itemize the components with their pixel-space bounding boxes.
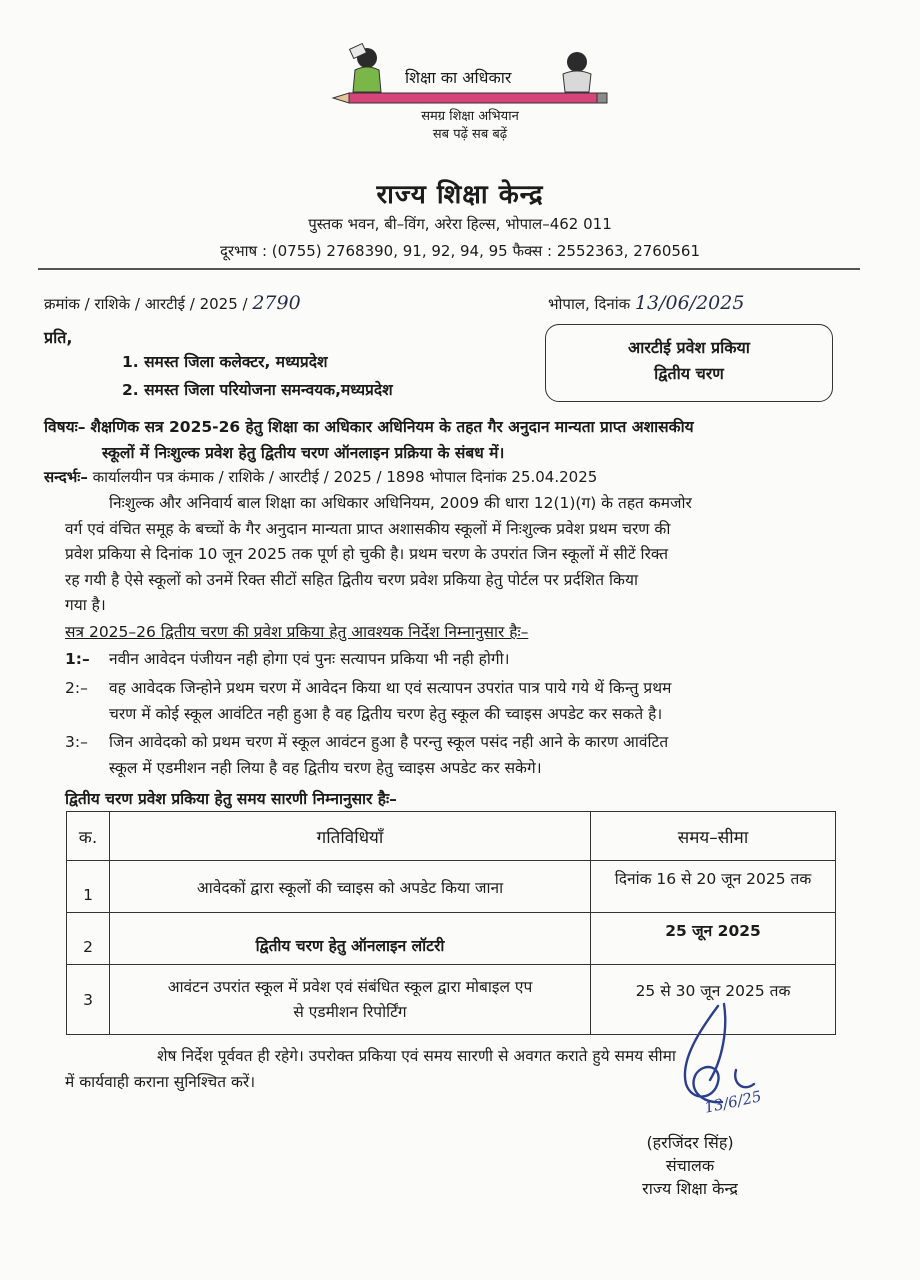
row-activity-line2: से एडमीशन रिपोर्टिंग — [293, 1002, 407, 1021]
org-address: पुस्तक भवन, बी–विंग, अरेरा हिल्स, भोपाल–462 011 — [308, 215, 612, 233]
recipient-2: 2. समस्त जिला परियोजना समन्वयक,मध्यप्रदेश — [122, 381, 393, 399]
header-divider — [38, 268, 860, 270]
table-header-row — [67, 812, 836, 861]
date-handwritten: 13/06/2025 — [634, 292, 745, 314]
signatory-designation: संचालक — [665, 1156, 715, 1175]
subject-text1: शैक्षणिक सत्र 2025-26 हेतु शिक्षा का अधिकार अधिनियम के तहत गैर अनुदान मान्यता प्राप्त अशासकीय — [90, 418, 694, 436]
pencil-icon — [333, 93, 607, 103]
table-row — [67, 913, 836, 965]
reference — [44, 467, 597, 487]
signatory-office: राज्य शिक्षा केन्द्र — [642, 1179, 738, 1198]
subject-line1 — [44, 414, 844, 440]
reference-label: सन्दर्भः– — [44, 468, 88, 486]
point-line: नवीन आवेदन पंजीयन नही होगा एवं पुनः सत्यापन प्रकिया भी नही होगी। — [109, 650, 510, 668]
intro-paragraph — [65, 491, 835, 619]
to-label: प्रति, — [44, 328, 73, 347]
row-activity: द्वितीय चरण हेतु ऑनलाइन लॉटरी — [110, 913, 591, 965]
ref-number-handwritten: 2790 — [252, 292, 301, 314]
place-date-label: भोपाल, दिनांक — [548, 295, 631, 313]
point-number: 2:– — [65, 679, 88, 697]
stage-box — [545, 324, 833, 402]
closing-line2: में कार्यवाही कराना सुनिश्चित करें। — [65, 1072, 256, 1091]
row-deadline: दिनांक 16 से 20 जून 2025 तक — [591, 861, 836, 913]
para-line: वर्ग एवं वंचित समूह के बच्चों के गैर अनुदान मान्यता प्राप्त अशासकीय स्कूलों में निःशुल्क प्रवेश प्रथम चरण की — [65, 519, 671, 538]
logo-line2: सब पढ़ें सब बढ़ें — [432, 127, 508, 142]
logo — [325, 40, 615, 150]
subject-label: विषयः– — [44, 418, 86, 436]
row-activity — [110, 965, 591, 1035]
ref-prefix: क्रमांक / राशिके / आरटीई / 2025 / — [44, 295, 248, 313]
reference-text: कार्यालयीन पत्र कंमाक / राशिके / आरटीई / 2025 / 1898 भोपाल दिनांक 25.04.2025 — [92, 468, 598, 486]
recipient-1: 1. समस्त जिला कलेक्टर, मध्यप्रदेश — [122, 353, 328, 371]
row-sno: 3 — [67, 965, 110, 1035]
subject — [44, 414, 844, 466]
boy-head-icon — [567, 52, 587, 72]
row-sno: 2 — [67, 913, 110, 965]
header-sno: क. — [67, 812, 110, 861]
stage-box-line1: आरटीई प्रवेश प्रकिया — [628, 338, 750, 357]
point-number: 3:– — [65, 733, 88, 751]
stage-box-line2: द्वितीय चरण — [654, 364, 724, 383]
org-phone: दूरभाष : (0755) 2768390, 91, 92, 94, 95 फैक्स : 2552363, 2760561 — [219, 242, 701, 260]
table-row — [67, 861, 836, 913]
row-activity: आवेदकों द्वारा स्कूलों की च्वाइस को अपडेट किया जाना — [110, 861, 591, 913]
logo-line1: समग्र शिक्षा अभियान — [421, 109, 519, 124]
signature-date: 13/6/25 — [702, 1087, 764, 1117]
point-3 — [65, 730, 837, 781]
point-1 — [65, 647, 845, 673]
header-activity: गतिविधियॉं — [110, 812, 591, 861]
reference-number — [44, 292, 301, 314]
para-line: प्रवेश प्रकिया से दिनांक 10 जून 2025 तक पूर्ण हो चुकी है। प्रथम चरण के उपरांत जिन स्कूलों में सीटें रिक्त — [65, 545, 669, 563]
point-line: स्कूल में एडमीशन नही लिया है वह द्वितीय चरण हेतु च्वाइस अपडेट कर सकेगे। — [109, 758, 542, 777]
row-sno: 1 — [67, 861, 110, 913]
instructions-heading: सत्र 2025–26 द्वितीय चरण की प्रवेश प्रकिया हेतु आवश्यक निर्देश निम्नानुसार हैः– — [65, 623, 529, 641]
point-line: चरण में कोई स्कूल आवंटित नही हुआ है वह द्वितीय चरण हेतु स्कूल की च्वाइस अपडेट कर सकते है। — [109, 704, 663, 723]
logo-title: शिक्षा का अधिकार — [405, 68, 512, 87]
point-2 — [65, 676, 837, 727]
header-deadline: समय–सीमा — [591, 812, 836, 861]
row-deadline: 25 जून 2025 — [591, 913, 836, 965]
closing-line1: शेष निर्देश पूर्ववत ही रहेगे। उपरोक्त प्रकिया एवं समय सारणी से अवगत कराते हुये समय सीमा — [157, 1047, 676, 1065]
point-number: 1:– — [65, 650, 90, 668]
subject-line2: स्कूलों में निःशुल्क प्रवेश हेतु द्वितीय चरण ऑनलाइन प्रक्रिया के संबध में। — [102, 444, 505, 462]
point-line: जिन आवेदको को प्रथम चरण में स्कूल आवंटन हुआ है परन्तु स्कूल पसंद नही आने के कारण आवंटित — [109, 733, 669, 751]
para-line: गया है। — [65, 596, 106, 614]
para-line: निःशुल्क और अनिवार्य बाल शिक्षा का अधिकार अधिनियम, 2009 की धारा 12(1)(ग) के तहत कमजोर — [109, 494, 692, 512]
signatory-name: (हरजिंदर सिंह) — [646, 1133, 734, 1152]
row-deadline: 25 से 30 जून 2025 तक — [591, 965, 836, 1035]
schedule-heading: द्वितीय चरण प्रवेश प्रकिया हेतु समय सारणी निम्नानुसार हैः– — [65, 790, 397, 808]
para-line: रह गयी है ऐसे स्कूलों को उनमें रिक्त सीटों सहित द्वितीय चरण प्रवेश प्रकिया हेतु पोर्टल पर प्रर्दशित किया — [65, 570, 638, 589]
org-name: राज्य शिक्षा केन्द्र — [376, 180, 544, 210]
place-date — [548, 292, 744, 314]
point-line: वह आवेदक जिन्होने प्रथम चरण में आवेदन किया था एवं सत्यापन उपरांत पात्र पाये गये थें किन्तु प्रथम — [109, 679, 672, 697]
row-activity-line1: आवंटन उपरांत स्कूल में प्रवेश एवं संबंधित स्कूल द्वारा मोबाइल एप — [167, 977, 533, 996]
